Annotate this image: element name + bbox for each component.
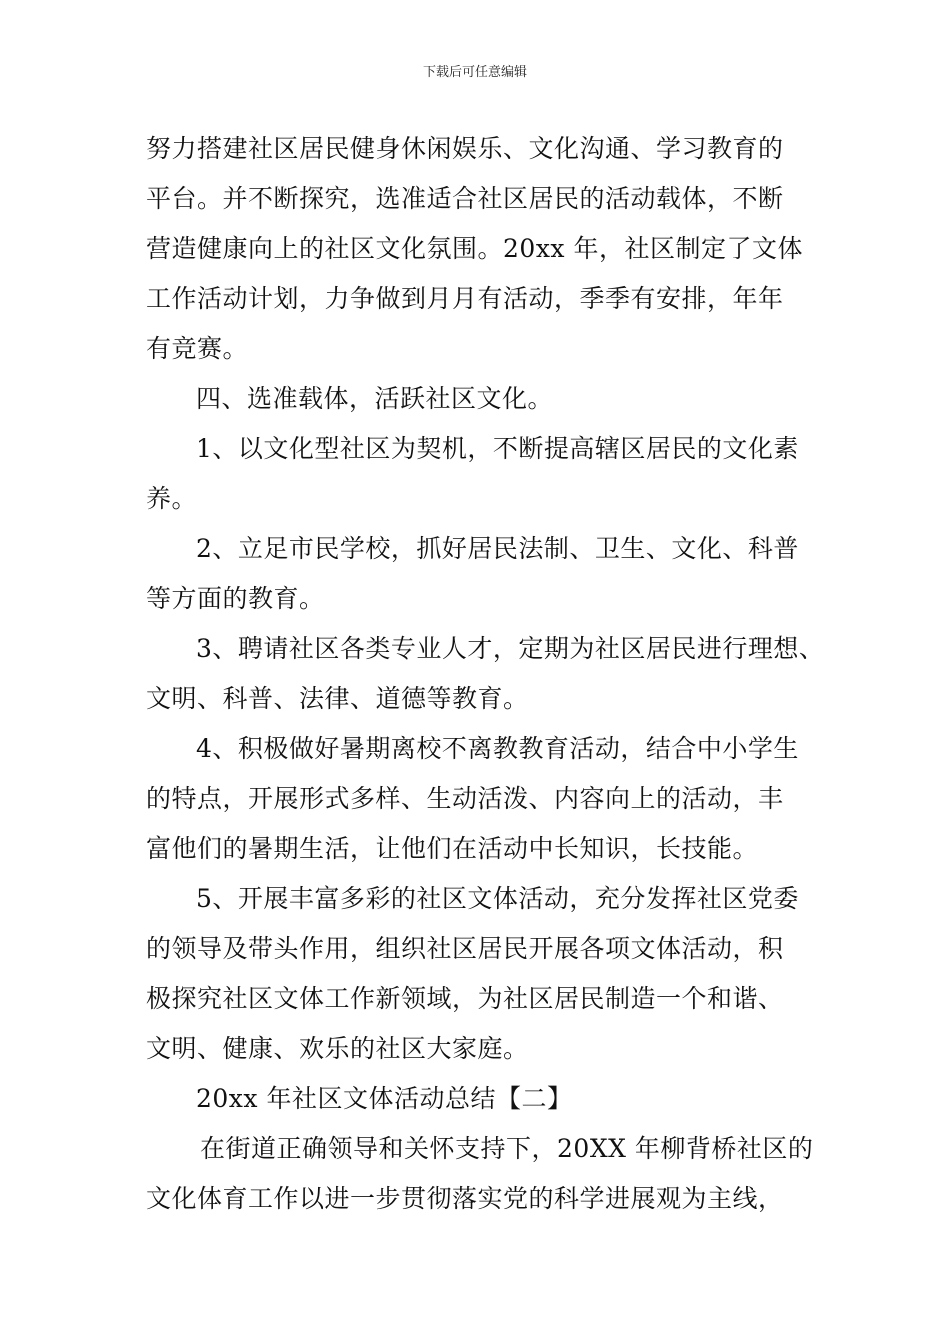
list-item-4-line: 富他们的暑期生活，让他们在活动中长知识，长技能。: [146, 834, 759, 863]
list-item-5-line: 5、开展丰富多彩的社区文体活动，充分发挥社区党委: [196, 884, 799, 913]
document-body: [146, 124, 825, 1224]
paragraph-line: 有竞赛。: [146, 334, 249, 363]
list-item-2-line: 2、立足市民学校，抓好居民法制、卫生、文化、科普: [196, 534, 799, 563]
list-item-1-line: 养。: [146, 484, 198, 513]
list-item-5-line: 极探究社区文体工作新领域，为社区居民制造一个和谐、: [146, 984, 784, 1013]
paragraph-line: 工作活动计划，力争做到月月有活动，季季有安排，年年: [146, 284, 784, 313]
list-item-3-line: 3、聘请社区各类专业人才，定期为社区居民进行理想、: [196, 634, 825, 663]
list-item-2-line: 等方面的教育。: [146, 584, 325, 613]
paragraph-line: 在街道正确领导和关怀支持下，20XX 年柳背桥社区的: [200, 1134, 814, 1163]
list-item-1-line: 1、以文化型社区为契机，不断提高辖区居民的文化素: [196, 434, 799, 463]
list-item-4-line: 的特点，开展形式多样、生动活泼、内容向上的活动，丰: [146, 784, 784, 813]
list-item-4-line: 4、积极做好暑期离校不离教教育活动，结合中小学生: [196, 734, 799, 763]
paragraph-line: 营造健康向上的社区文化氛围。20xx 年，社区制定了文体: [146, 234, 803, 263]
paragraph-line: 努力搭建社区居民健身休闲娱乐、文化沟通、学习教育的: [146, 134, 784, 163]
paragraph-line: 文化体育工作以进一步贯彻落实党的科学进展观为主线，: [146, 1184, 784, 1213]
paragraph-line: 平台。并不断探究，选准适合社区居民的活动载体，不断: [146, 184, 784, 213]
list-item-5-line: 的领导及带头作用，组织社区居民开展各项文体活动，积: [146, 934, 784, 963]
page-header: 下载后可任意编辑: [422, 65, 527, 80]
section-heading: 四、选准载体，活跃社区文化。: [196, 384, 554, 413]
article-title: 20xx 年社区文体活动总结【二】: [196, 1084, 573, 1113]
list-item-3-line: 文明、科普、法律、道德等教育。: [146, 684, 529, 713]
list-item-5-line: 文明、健康、欢乐的社区大家庭。: [146, 1034, 529, 1063]
